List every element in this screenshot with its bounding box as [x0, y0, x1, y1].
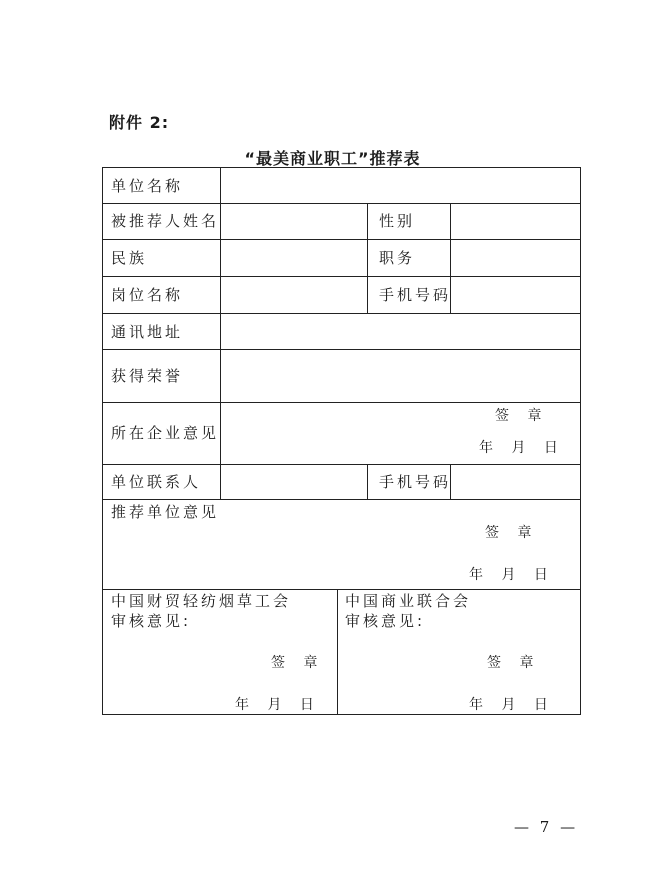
address-label: 通讯地址 — [111, 323, 184, 341]
column-divider — [337, 589, 338, 715]
review-right-date: 年 月 日 — [469, 697, 550, 713]
row-divider — [103, 402, 580, 403]
unit-name-label: 单位名称 — [111, 177, 184, 195]
contact-mobile-label: 手机号码 — [379, 473, 452, 491]
column-divider — [367, 203, 368, 313]
attachment-label: 附件 2: — [109, 113, 170, 132]
unit-contact-label: 单位联系人 — [111, 473, 202, 491]
position-label: 职务 — [379, 249, 416, 267]
company-seal-label: 签 章 — [495, 408, 544, 424]
row-divider — [103, 589, 580, 590]
row-divider — [103, 349, 580, 350]
recommend-date-label: 年 月 日 — [469, 567, 550, 583]
gender-label: 性别 — [379, 212, 416, 230]
mobile-label: 手机号码 — [379, 286, 452, 304]
form-title: “最美商业职工”推荐表 — [244, 149, 421, 168]
job-title-label: 岗位名称 — [111, 286, 184, 304]
review-right-label: 审核意见: — [345, 612, 426, 630]
review-right-org: 中国商业联合会 — [345, 592, 472, 610]
row-divider — [103, 203, 580, 204]
nominee-name-label: 被推荐人姓名 — [111, 212, 220, 230]
review-left-seal: 签 章 — [271, 655, 320, 671]
review-left-date: 年 月 日 — [235, 697, 316, 713]
row-divider — [103, 464, 580, 465]
page-number: — 7 — — [514, 818, 579, 836]
ethnicity-label: 民族 — [111, 249, 148, 267]
recommend-opinion-label: 推荐单位意见 — [111, 503, 220, 521]
column-divider — [367, 464, 368, 499]
company-opinion-label: 所在企业意见 — [111, 424, 220, 442]
review-right-seal: 签 章 — [487, 655, 536, 671]
recommend-seal-label: 签 章 — [485, 525, 534, 541]
row-divider — [103, 276, 580, 277]
column-divider — [220, 168, 221, 499]
row-divider — [103, 499, 580, 500]
review-left-label: 审核意见: — [111, 612, 192, 630]
row-divider — [103, 313, 580, 314]
review-left-org: 中国财贸轻纺烟草工会 — [111, 592, 292, 610]
row-divider — [103, 239, 580, 240]
recommendation-form-table — [102, 167, 581, 715]
company-date-label: 年 月 日 — [479, 440, 560, 456]
honors-label: 获得荣誉 — [111, 367, 184, 385]
